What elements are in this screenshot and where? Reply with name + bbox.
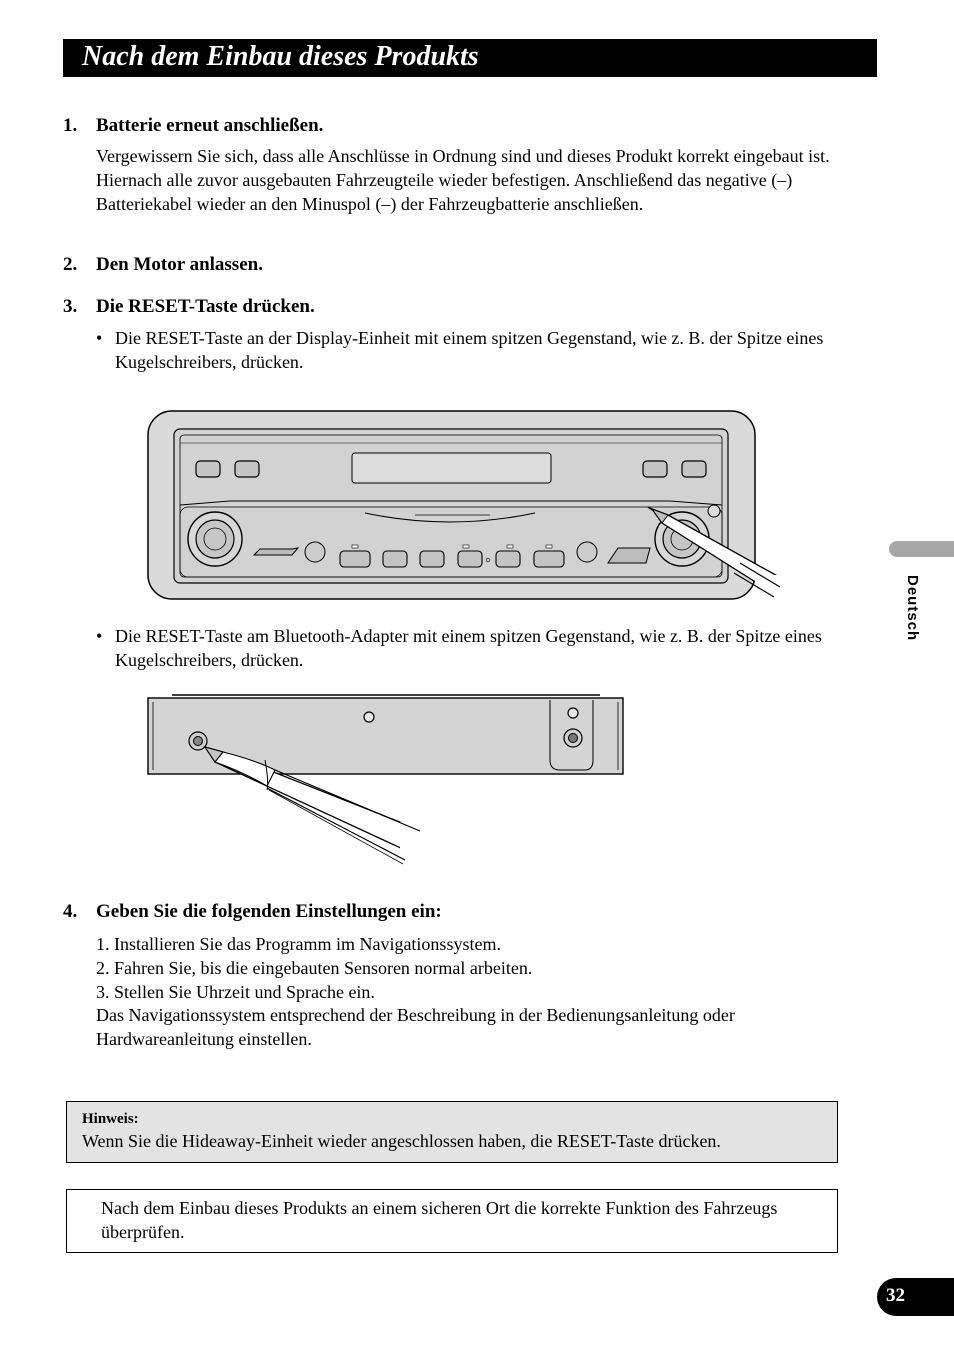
note-text: Wenn Sie die Hideaway-Einheit wieder angeschlossen haben, die RESET-Taste drücken.	[82, 1131, 721, 1151]
step-title: Geben Sie die folgenden Einstellungen ein:	[96, 901, 442, 922]
page-number: 32	[886, 1285, 905, 1306]
list-item: 2. Fahren Sie, bis die eingebauten Sensoren normal arbeiten.	[96, 958, 533, 978]
bullet-icon: •	[96, 626, 103, 646]
bullet-text: Die RESET-Taste am Bluetooth-Adapter mit einem spitzen Gegenstand, wie z. B. der Spitze eines Kugelschreibers, drücken.	[115, 626, 822, 670]
list-item: 3. Stellen Sie Uhrzeit und Sprache ein.	[96, 982, 375, 1002]
step-4-body: Das Navigationssystem entsprechend der Beschreibung in der Bedienungsanleitung oder Hardwareanleitung einstellen.	[96, 1005, 735, 1049]
page-title-bar	[63, 39, 877, 77]
language-tab-label: Deutsch	[904, 575, 921, 642]
caution-box	[66, 1189, 838, 1253]
step-title: Batterie erneut anschließen.	[96, 115, 324, 136]
step-number: 3.	[63, 296, 78, 317]
step-title: Den Motor anlassen.	[96, 254, 263, 275]
page-title: Nach dem Einbau dieses Produkts	[82, 41, 479, 72]
step-number: 2.	[63, 254, 78, 275]
step-1-body: Vergewissern Sie sich, dass alle Anschlüsse in Ordnung sind und dieses Produkt korrekt eingebaut ist. Hiernach alle zuvor ausgebauten Fahrzeugteile wieder befestigen. Anschließend das negative (–) Batteriekabel wieder an den Minuspol (–) der Fahrzeugbatterie anschließen.	[96, 146, 830, 214]
settings-list	[96, 932, 836, 1004]
language-tab-marker	[889, 541, 954, 557]
caution-text: Nach dem Einbau dieses Produkts an einem sicheren Ort die korrekte Funktion des Fahrzeugs überprüfen.	[101, 1198, 778, 1242]
step-number: 4.	[63, 901, 78, 922]
list-item: 1. Installieren Sie das Programm im Navigationssystem.	[96, 934, 501, 954]
bullet-display-unit	[96, 326, 826, 374]
step-number: 1.	[63, 115, 78, 136]
step-title: Die RESET-Taste drücken.	[96, 296, 315, 317]
note-box	[66, 1101, 838, 1163]
bullet-text: Die RESET-Taste an der Display-Einheit mit einem spitzen Gegenstand, wie z. B. der Spitze eines Kugelschreibers, drücken.	[115, 328, 824, 372]
bullet-icon: •	[96, 328, 103, 348]
bluetooth-adapter-reset-illustration	[145, 690, 630, 870]
note-label: Hinweis:	[82, 1111, 139, 1127]
display-unit-reset-illustration	[140, 405, 800, 605]
bullet-bluetooth-adapter	[96, 624, 826, 672]
page-number-badge	[877, 1278, 954, 1316]
